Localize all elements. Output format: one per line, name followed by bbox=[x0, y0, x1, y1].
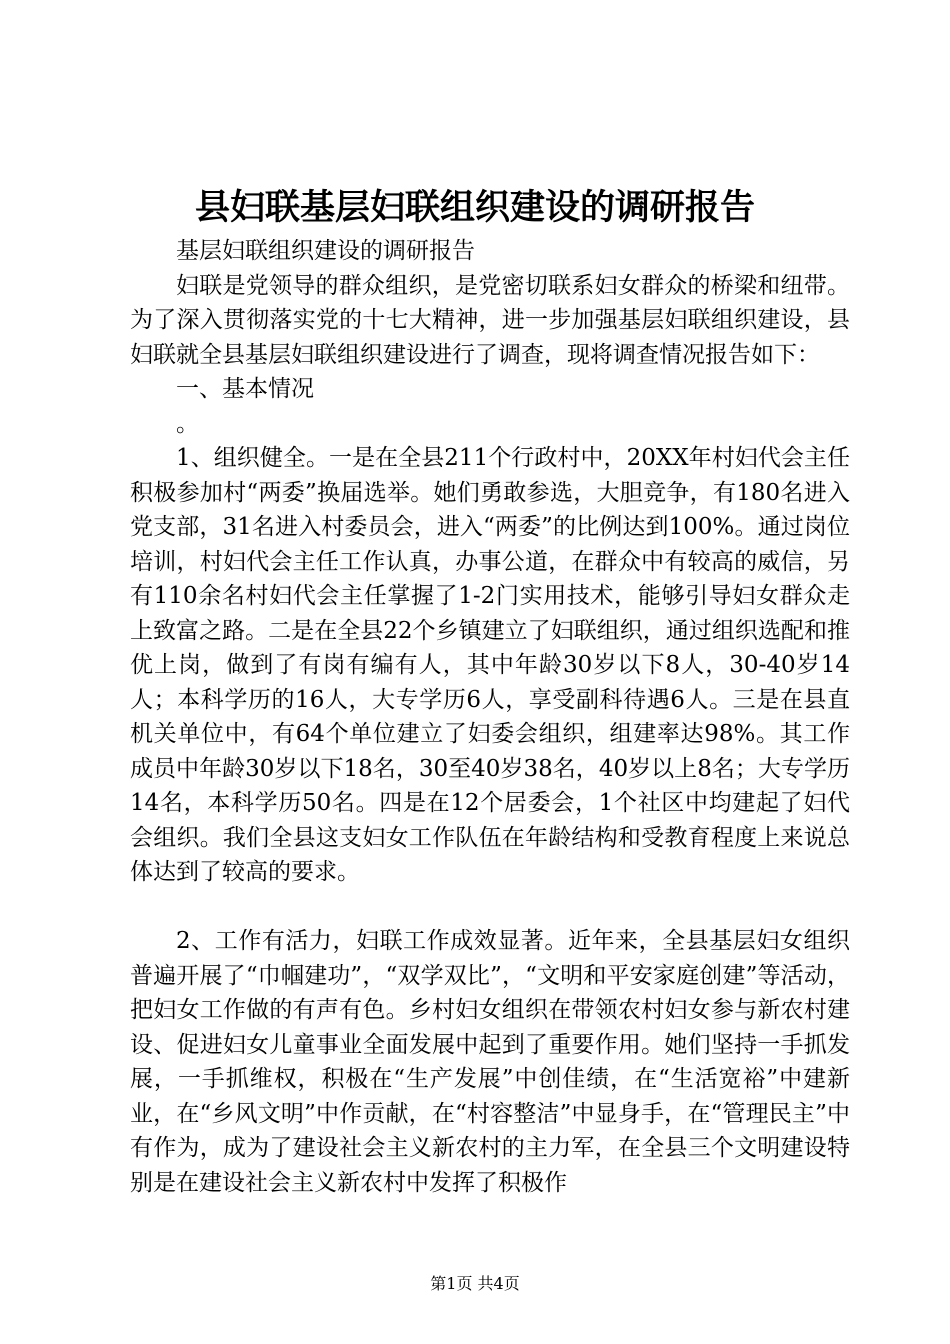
stray-mark-paragraph: 。 bbox=[176, 410, 199, 437]
document-title: 县妇联基层妇联组织建设的调研报告 bbox=[194, 187, 755, 228]
section-heading: 一、基本情况 bbox=[176, 376, 314, 402]
paragraph-spacer bbox=[130, 890, 850, 925]
document-body bbox=[130, 234, 850, 1200]
page-number-footer: 第1页 共4页 bbox=[430, 1274, 520, 1293]
paragraph-work-vitality: 2、工作有活力，妇联工作成效显著。近年来，全县基层妇女组织普遍开展了“巾帼建功”，“双学双比”，“文明和平安家庭创建”等活动，把妇女工作做的有声有色。乡村妇女组织在带领农村妇女参与新农村建设、促进妇女儿童事业全面发展中起到了重要作用。她们坚持一手抓发展，一手抓维权，积极在“生产发展”中创佳绩，在“生活宽裕”中建新业，在“乡风文明”中作贡献，在“村容整洁”中显身手，在“管理民主”中有作为，成为了建设社会主义新农村的主力军，在全县三个文明建设特别是在建设社会主义新农村中发挥了积极作 bbox=[130, 928, 850, 1196]
subtitle-paragraph: 基层妇联组织建设的调研报告 bbox=[176, 238, 475, 264]
intro-paragraph: 妇联是党领导的群众组织，是党密切联系妇女群众的桥梁和纽带。为了深入贯彻落实党的十七大精神，进一步加强基层妇联组织建设，县妇联就全县基层妇联组织建设进行了调查，现将调查情况报告如下： bbox=[130, 272, 850, 368]
paragraph-organization: 1、组织健全。一是在全县211个行政村中，20XX年村妇代会主任积极参加村“两委”换届选举。她们勇敢参选，大胆竞争，有180名进入党支部，31名进入村委员会，进入“两委”的比例达到100%。通过岗位培训，村妇代会主任工作认真，办事公道，在群众中有较高的威信，另有110余名村妇代会主任掌握了1-2门实用技术，能够引导妇女群众走上致富之路。二是在全县22个乡镇建立了妇联组织，通过组织选配和推优上岗，做到了有岗有编有人，其中年龄30岁以下8人，30-40岁14人；本科学历的16人，大专学历6人，享受副科待遇6人。三是在县直机关单位中，有64个单位建立了妇委会组织，组建率达98%。其工作成员中年龄30岁以下18名，30至40岁38名，40岁以上8名；大专学历14名，本科学历50名。四是在12个居委会，1个社区中均建起了妇代会组织。我们全县这支妇女工作队伍在年龄结构和受教育程度上来说总体达到了较高的要求。 bbox=[130, 445, 850, 885]
